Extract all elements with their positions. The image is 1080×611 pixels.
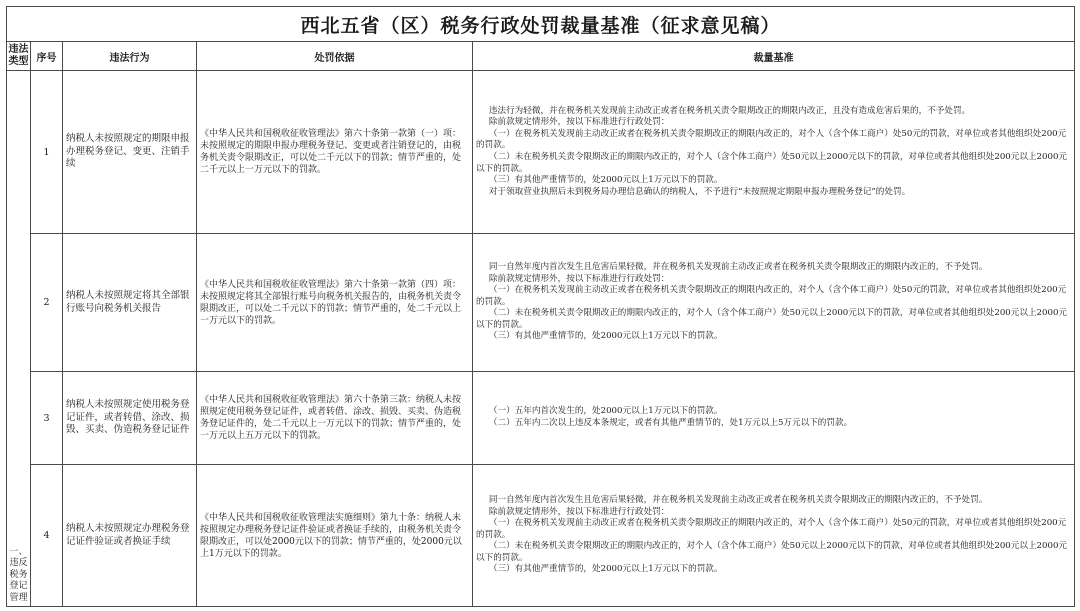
standard-para: 违法行为轻微，并在税务机关发现前主动改正或者在税务机关责令限期改正的期限内改正，且没有造成危害后果的，不予处罚。 [488, 105, 971, 116]
row-act: 纳税人未按照规定办理税务登记证件验证或者换证手续 [63, 465, 197, 607]
document-title: 西北五省（区）税务行政处罚裁量基准（征求意见稿） [7, 7, 1075, 42]
header-basis: 处罚依据 [197, 42, 473, 71]
table-row [7, 71, 1075, 234]
header-act: 违法行为 [63, 42, 197, 71]
row-standard [473, 465, 1075, 607]
standard-para: 同一自然年度内首次发生且危害后果轻微，并在税务机关发现前主动改正或者在税务机关责令限期改正的期限内改正的，不予处罚。 [488, 261, 988, 272]
standard-para: （一）在税务机关发现前主动改正或者在税务机关责令限期改正的期限内改正的，对个人（含个体工商户）处50元的罚款，对单位或者其他组织处200元的罚款。 [476, 285, 1067, 307]
row-act: 纳税人未按照规定的期限申报办理税务登记、变更、注销手续 [63, 71, 197, 234]
category-line1: 一、 [9, 546, 28, 557]
row-standard [473, 234, 1075, 372]
header-type-line1: 违法 [8, 44, 29, 55]
standard-para: （一）五年内首次发生的，处2000元以上1万元以下的罚款。 [488, 406, 723, 417]
header-seq: 序号 [31, 42, 63, 71]
row-seq: 4 [31, 465, 63, 607]
standard-para: （一）在税务机关发现前主动改正或者在税务机关责令限期改正的期限内改正的，对个人（含个体工商户）处50元的罚款，对单位或者其他组织处200元的罚款。 [476, 518, 1067, 540]
row-basis: 《中华人民共和国税收征收管理法实施细则》第九十条：纳税人未按照规定办理税务登记证件验证或者换证手续的，由税务机关责令限期改正，可以处2000元以下的罚款；情节严重的，处2000元以上1万元以下的罚款。 [197, 465, 473, 607]
table-row [7, 372, 1075, 465]
category-line3: 税务 [9, 569, 28, 580]
table-row [7, 465, 1075, 607]
penalty-standard-table [6, 6, 1075, 607]
standard-para: （一）在税务机关发现前主动改正或者在税务机关责令限期改正的期限内改正的，对个人（含个体工商户）处50元的罚款，对单位或者其他组织处200元的罚款。 [476, 128, 1067, 151]
header-type-line2: 类型 [8, 56, 29, 67]
header-standard: 裁量基准 [473, 42, 1075, 71]
category-line5: 管理 [9, 592, 28, 603]
standard-para: （三）有其他严重情节的，处2000元以上1万元以下的罚款。 [488, 175, 723, 186]
standard-para: （三）有其他严重情节的，处2000元以上1万元以下的罚款。 [488, 564, 723, 575]
table-row [7, 234, 1075, 372]
standard-para: （二）五年内二次以上违反本条规定，或者有其他严重情节的，处1万元以上5万元以下的罚款。 [488, 418, 853, 428]
standard-para: （二）未在税务机关责令限期改正的期限内改正的，对个人（含个体工商户）处50元以上2000元以下的罚款，对单位或者其他组织处200元以上2000元以下的罚款。 [476, 152, 1068, 174]
standard-para: 对于领取营业执照后未到税务局办理信息确认的纳税人，不予进行“未按照规定期限申报办理税务登记”的处罚。 [488, 186, 911, 197]
header-violation-type [7, 42, 31, 71]
category-line4: 登记 [9, 581, 28, 591]
row-standard [473, 372, 1075, 465]
row-seq: 3 [31, 372, 63, 465]
row-act: 纳税人未按照规定将其全部银行账号向税务机关报告 [63, 234, 197, 372]
standard-para: 除前款规定情形外，按以下标准进行行政处罚： [488, 506, 670, 517]
standard-para: （二）未在税务机关责令限期改正的期限内改正的，对个人（含个体工商户）处50元以上2000元以下的罚款，对单位或者其他组织处200元以上2000元以下的罚款。 [476, 308, 1068, 330]
row-act: 纳税人未按照规定使用税务登记证件，或者转借、涂改、损毁、买卖、伪造税务登记证件 [63, 372, 197, 465]
row-basis: 《中华人民共和国税收征收管理法》第六十条第一款第（四）项：未按照规定将其全部银行账号向税务机关报告的，由税务机关责令限期改正，可以处二千元以下的罚款；情节严重的，处二千元以上一万元以下的罚款。 [197, 234, 473, 372]
penalty-standard-sheet [6, 6, 1074, 607]
standard-para: 除前款规定情形外，按以下标准进行行政处罚： [488, 117, 670, 128]
row-basis: 《中华人民共和国税收征收管理法》第六十条第三款：纳税人未按照规定使用税务登记证件，或者转借、涂改、损毁、买卖、伪造税务登记证件的，处二千元以上一万元以下的罚款；情节严重的，处一万元以上五万元以下的罚款。 [197, 372, 473, 465]
standard-para: （二）未在税务机关责令限期改正的期限内改正的，对个人（含个体工商户）处50元以上2000元以下的罚款，对单位或者其他组织处200元以上2000元以下的罚款。 [476, 541, 1068, 563]
category-cell [7, 71, 31, 607]
standard-para: （三）有其他严重情节的，处2000元以上1万元以下的罚款。 [488, 331, 723, 342]
row-basis: 《中华人民共和国税收征收管理法》第六十条第一款第（一）项：未按照规定的期限申报办理税务登记、变更或者注销登记的，由税务机关责令限期改正，可以处二千元以下的罚款；情节严重的，处二千元以上一万元以下的罚款。 [197, 71, 473, 234]
row-standard [473, 71, 1075, 234]
row-seq: 1 [31, 71, 63, 234]
category-line2: 违反 [9, 558, 28, 568]
standard-para: 除前款规定情形外，按以下标准进行行政处罚： [488, 273, 670, 284]
row-seq: 2 [31, 234, 63, 372]
standard-para: 同一自然年度内首次发生且危害后果轻微，并在税务机关发现前主动改正或者在税务机关责令限期改正的期限内改正的，不予处罚。 [488, 494, 988, 505]
